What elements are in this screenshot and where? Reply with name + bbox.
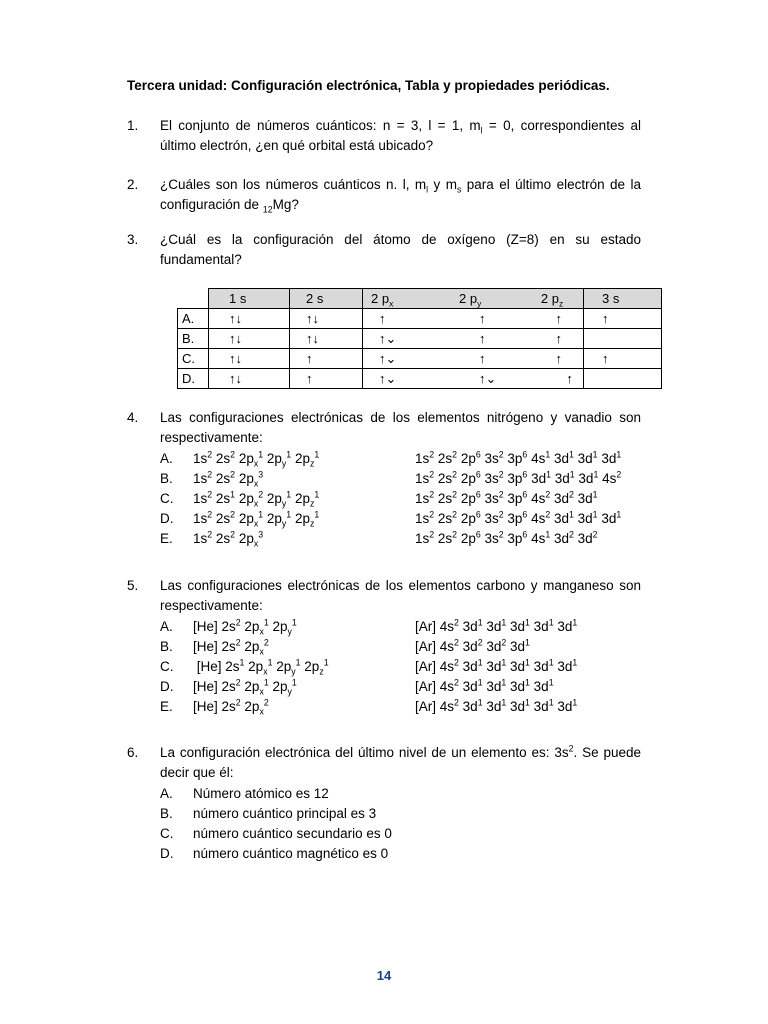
table-cell: ↑ — [584, 309, 662, 329]
option-e: E. [He] $2s^2$ $2p_x^2$ [Ar] $4s^2$ $3d^1$ $3d^1$ $3d^1$ $3d^1$ $3d^1$ — [160, 697, 578, 717]
table-cell: ↑ — [290, 369, 363, 389]
question-4 — [127, 408, 641, 549]
table-row — [178, 349, 662, 369]
table-cell: ↑⌄ — [363, 329, 436, 349]
table-cell: ↑ — [584, 349, 662, 369]
table-cell: ↑⌄ — [363, 369, 436, 389]
option-c: C. [He] $2s^1$ $2p_x^1$ $2p_y^1$ $2p_z^1$ [Ar] $4s^2$ $3d^1$ $3d^1$ $3d^1$ $3d^1$ $3d^1$ — [160, 657, 578, 677]
table-header-cell: 3 s — [584, 289, 662, 309]
option-c: C. número cuántico secundario es 0 — [160, 826, 392, 841]
option-d: D. número cuántico magnético es 0 — [160, 846, 389, 861]
question-text: Las configuraciones electrónicas de los elementos carbono y manganeso son respectivamente: — [160, 578, 641, 613]
options-list — [160, 617, 641, 717]
table-row — [178, 309, 662, 329]
page-number: 14 — [376, 968, 392, 983]
table-cell: ↑↓ — [209, 369, 290, 389]
row-label: A. — [178, 309, 209, 329]
table-cell: ↑↓ — [209, 349, 290, 369]
table-cell: ↑⌄ ↑ — [435, 369, 584, 389]
table-row — [178, 329, 662, 349]
table-header-cell: 2 s — [290, 289, 363, 309]
options-list — [160, 449, 641, 549]
table-header-cell: 1 s — [209, 289, 290, 309]
option-b: B. [He] $2s^2$ $2p_x^2$ [Ar] $4s^2$ $3d^2$ $3d^2$ $3d^1$ — [160, 637, 530, 657]
option-a: A. $1s^2$ $2s^2$ $2p_x^1$ $2p_y^1$ $2p_z^1$ $1s^2$ $2s^2$ $2p^6$ $3s^2$ $3p^6$ $4s^1$ $3d^1$ $3d^1$ $3d^1$ — [160, 449, 622, 469]
question-2 — [127, 175, 641, 215]
question-number: 6. — [127, 745, 139, 760]
question-1 — [127, 116, 641, 156]
row-label: D. — [178, 369, 209, 389]
option-b: B. número cuántico principal es 3 — [160, 806, 377, 821]
table-cell: ↑⌄ — [363, 349, 436, 369]
row-label: C. — [178, 349, 209, 369]
table-cell: ↑ ↑ — [435, 309, 584, 329]
option-d: D. [He] $2s^2$ $2p_x^1$ $2p_y^1$ [Ar] $4s^2$ $3d^1$ $3d^1$ $3d^1$ $3d^1$ — [160, 677, 554, 697]
question-number: 5. — [127, 578, 139, 593]
question-text: ¿Cuáles son los números cuánticos n. l, $m_l$ y $m_s$ para el último electrón de la configuración de $_{12}$Mg? — [160, 177, 642, 215]
table-cell: ↑ — [290, 349, 363, 369]
question-number: 1. — [127, 118, 139, 133]
row-label: B. — [178, 329, 209, 349]
question-6 — [127, 743, 641, 864]
question-number: 2. — [127, 177, 139, 192]
table-header-row — [178, 289, 662, 309]
table-cell: ↑↓ — [290, 309, 363, 329]
table-cell — [584, 329, 662, 349]
table-cell: ↑↓ — [290, 329, 363, 349]
table-header-cell: 2 $p_x$ — [363, 289, 436, 309]
option-a: A. [He] $2s^2$ $2p_x^1$ $2p_y^1$ [Ar] $4s^2$ $3d^1$ $3d^1$ $3d^1$ $3d^1$ $3d^1$ — [160, 617, 578, 637]
option-c: C. $1s^2$ $2s^1$ $2p_x^2$ $2p_y^1$ $2p_z^1$ $1s^2$ $2s^2$ $2p^6$ $3s^2$ $3p^6$ $4s^2$ $3d^2$ $3d^1$ — [160, 489, 598, 509]
question-text: Las configuraciones electrónicas de los elementos nitrógeno y vanadio son respectivamente: — [160, 410, 641, 445]
table-cell: ↑↓ — [209, 329, 290, 349]
option-b: B. $1s^2$ $2s^2$ $2p_x^3$ $1s^2$ $2s^2$ $2p^6$ $3s^2$ $3p^6$ $3d^1$ $3d^1$ $3d^1$ $4s^2$ — [160, 469, 622, 489]
question-number: 3. — [127, 232, 139, 247]
table-cell: ↑ ↑ — [435, 349, 584, 369]
option-e: E. $1s^2$ $2s^2$ $2p_x^3$ $1s^2$ $2s^2$ $2p^6$ $3s^2$ $3p^6$ $4s^1$ $3d^2$ $3d^2$ — [160, 529, 598, 549]
table-cell: ↑ ↑ — [435, 329, 584, 349]
table-row — [178, 369, 662, 389]
question-text: La configuración electrónica del último nivel de un elemento es: $3s^2$. Se puede decir que él: — [160, 743, 641, 780]
option-d: D. $1s^2$ $2s^2$ $2p_x^1$ $2p_y^1$ $2p_z^1$ $1s^2$ $2s^2$ $2p^6$ $3s^2$ $3p^6$ $4s^2$ $3d^1$ $3d^1$ $3d^1$ — [160, 509, 622, 529]
question-3 — [127, 230, 641, 270]
table-cell — [584, 369, 662, 389]
question-number: 4. — [127, 410, 139, 425]
question-5 — [127, 576, 641, 717]
option-a: A. Número atómico es 12 — [160, 786, 329, 801]
table-header-cell: 2 $p_y$ 2 $p_z$ — [435, 289, 584, 309]
table-cell: ↑ — [363, 309, 436, 329]
table-cell: ↑↓ — [209, 309, 290, 329]
page-title: Tercera unidad: Configuración electrónica, Tabla y propiedades periódicas. — [127, 78, 610, 93]
options-list — [160, 784, 641, 864]
orbital-table — [177, 288, 662, 389]
question-text: El conjunto de números cuánticos: n = 3, l = 1, $m_l = 0$, correspondientes al último electrón, ¿en qué orbital está ubicado? — [160, 118, 642, 153]
question-text: ¿Cuál es la configuración del átomo de oxígeno (Z=8) en su estado fundamental? — [160, 232, 641, 267]
